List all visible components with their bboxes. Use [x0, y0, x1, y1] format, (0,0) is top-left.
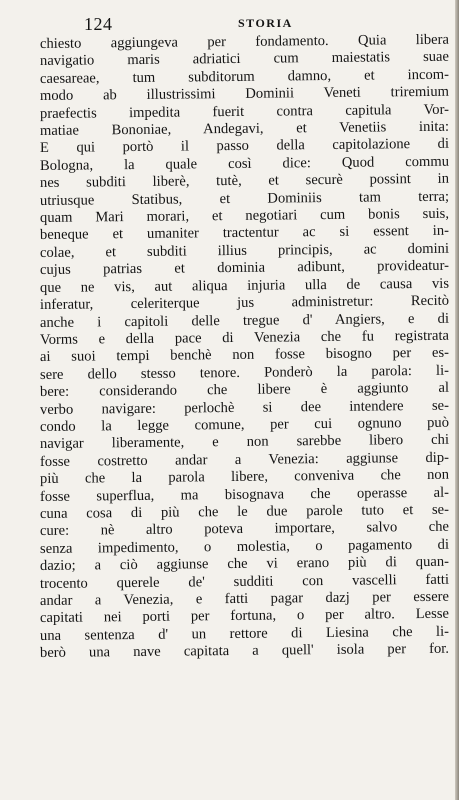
text-line: più che la parola libere, conveniva che non — [39, 466, 450, 488]
text-line: E qui portò il passo della capitolazione di — [39, 136, 450, 157]
text-line: capitati nei porti per fortuna, o per altro. Lesse — [39, 606, 450, 627]
text-line: matiae Bononiae, Andegavi, et Venetiis inita: — [39, 118, 450, 140]
body-text — [39, 31, 450, 663]
text-line: Vorms e della pace di Venezia che fu registrata — [39, 327, 450, 348]
text-line: que ne vis, aut aliqua injuria ulla de causa vis — [39, 275, 450, 296]
text-line: cure: nè altro poteva importare, salvo che — [39, 519, 450, 540]
text-line: trocento querele de' sudditi con vascelli fatti — [39, 571, 450, 592]
text-line: colae, et subditi illius principis, ac domini — [39, 240, 450, 261]
text-line: chiesto aggiungeva per fondamento. Quia libera — [39, 31, 450, 52]
text-line: nes subditi liberè, tutè, et securè possint in — [39, 170, 450, 192]
text-line: beneque et umaniter tractentur ac si essent in- — [39, 223, 450, 244]
text-line: modo ab illustrissimi Dominii Veneti triremium — [39, 83, 450, 105]
text-line: cuna cosa di più che le due parole tuto et se- — [39, 501, 450, 522]
text-line: andar a Venezia, e fatti pagar dazj per essere — [39, 588, 450, 609]
text-line: navigatio maris adriatici cum maiestatis suae — [39, 49, 450, 70]
text-line: anche i capitoli delle tregue d' Angiers, e di — [39, 310, 450, 331]
text-line: fosse costretto andar a Venezia: aggiunse dip- — [39, 449, 450, 470]
text-line: cujus patrias et dominia adibunt, provideatur- — [39, 257, 450, 279]
text-line: inferatur, celeriterque jus administretur: Recitò — [39, 292, 450, 314]
text-line: quam Mari morari, et negotiari cum bonis suis, — [39, 205, 450, 227]
text-line: una sentenza d' un rettore di Liesina che li- — [39, 623, 450, 644]
text-line: Bologna, la quale così dice: Quod commu — [39, 153, 450, 174]
text-line: navigar liberamente, e non sarebbe libero chi — [39, 432, 450, 453]
text-line: verbo navigare: perlochè si dee intendere se- — [39, 397, 450, 418]
text-line: praefectis impedita fuerit contra capitula Vor- — [39, 101, 450, 122]
text-line: berò una nave capitata a quell' isola per for. — [39, 640, 450, 662]
text-line: utriusque Statibus, et Dominiis tam terra; — [39, 188, 450, 209]
text-line: caesareae, tum subditorum damno, et incom- — [39, 66, 450, 87]
page-edge — [455, 0, 459, 800]
text-line: bere: considerando che libere è aggiunto al — [39, 379, 450, 401]
text-line: senza impedimento, o molestia, o pagamento di — [39, 536, 450, 557]
page-number: 124 — [84, 14, 113, 34]
text-line: fosse superflua, ma bisognava che operasse al- — [39, 484, 450, 505]
text-line: condo la legge comune, per cui ognuno può — [39, 414, 450, 435]
text-line: ai suoi tempi benchè non fosse bisogno per es- — [39, 345, 450, 366]
text-line: dazio; a ciò aggiunse che vi erano più di quan- — [39, 553, 450, 575]
text-line: sere dello stesso tenore. Ponderò la parola: li- — [39, 362, 450, 383]
running-head: STORIA — [238, 16, 293, 30]
